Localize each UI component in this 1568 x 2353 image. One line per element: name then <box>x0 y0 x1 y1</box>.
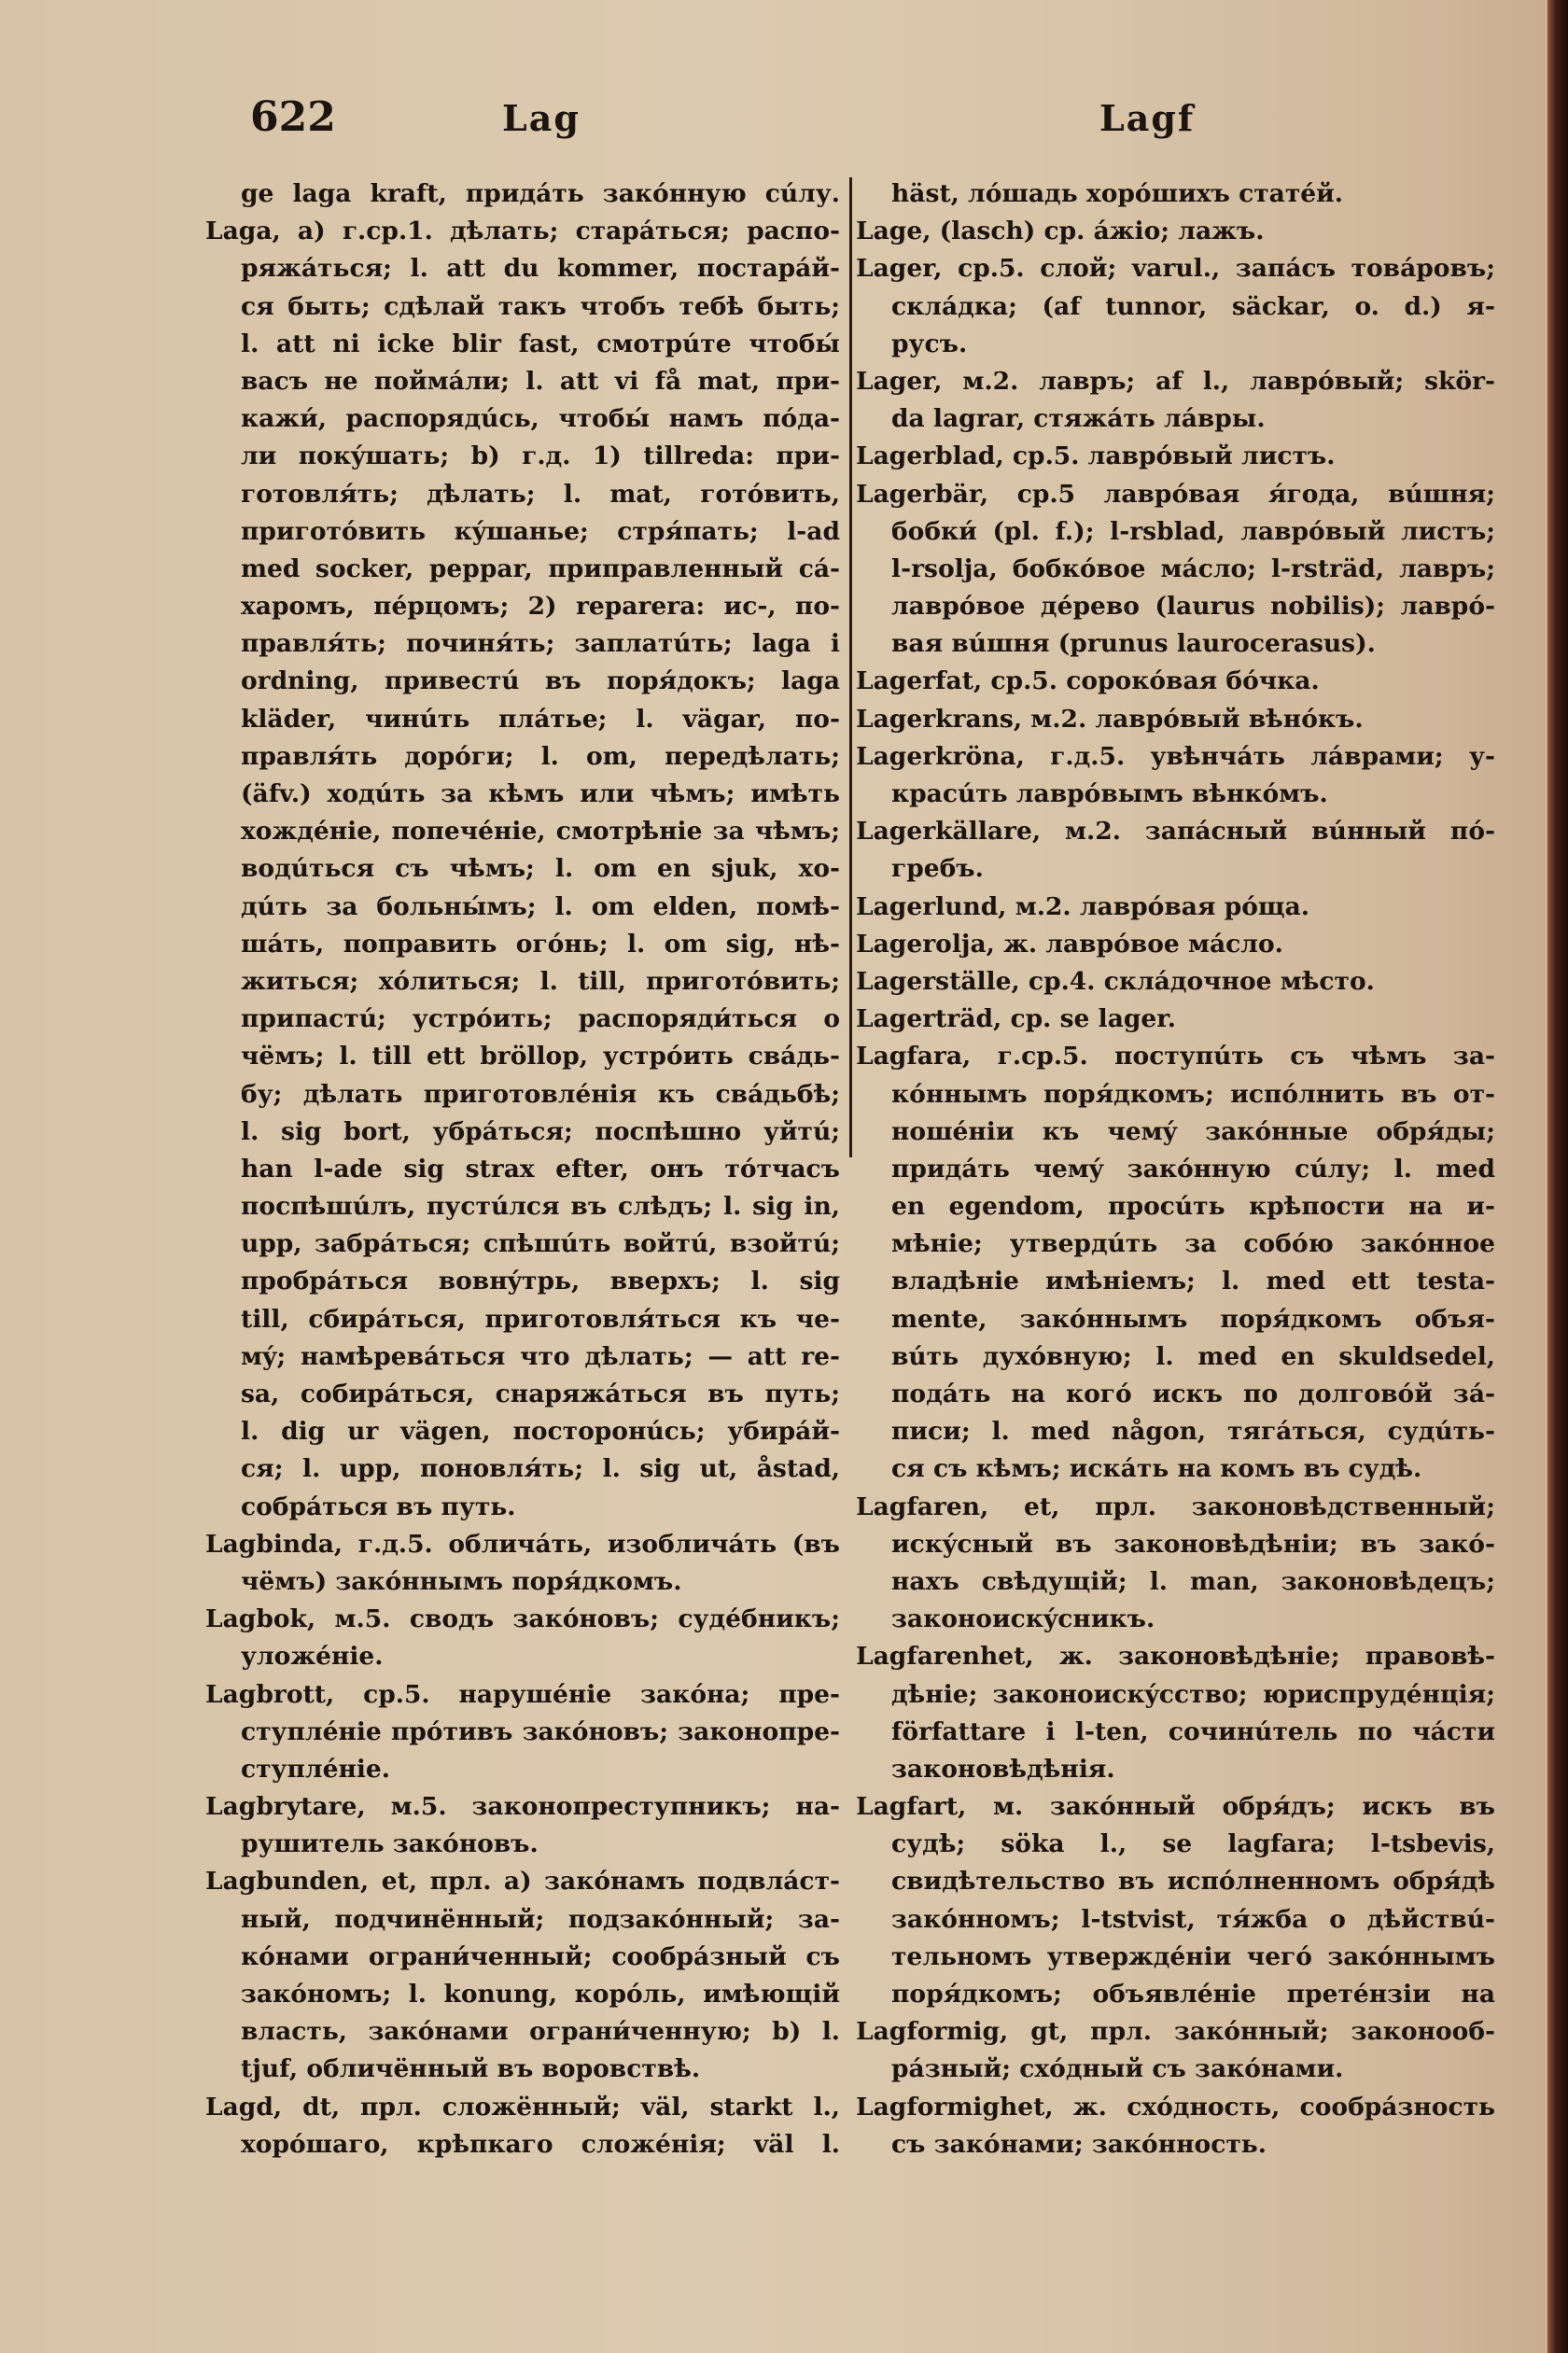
entry-line: рáзный; схóдный съ закóнами. <box>891 2054 1344 2084</box>
entry-headword-line: Lagbok, м.5. сводъ закóновъ; судéбникъ; <box>205 1604 840 1634</box>
entry-line: кóннымъ поря́дкомъ; испóлнить въ от- <box>891 1079 1495 1109</box>
entry-line: мѣніе; утвердúть за собóю закóнное <box>891 1229 1495 1259</box>
entry-line: han l-ade sig strax efter, онъ тóтчасъ <box>241 1154 840 1184</box>
entry-line: бобки́ (pl. f.); l-rsblad, лаврóвый листъ; <box>891 516 1495 546</box>
entry-line: правля́ть дорóги; l. om, передѣлать; <box>241 741 840 771</box>
entry-line: ный, подчинённый; подзакóнный; за- <box>241 1904 840 1934</box>
entry-line: kläder, чинúть плáтье; l. vägar, по- <box>241 704 840 734</box>
entry-line: ступлéніе. <box>241 1754 391 1784</box>
entry-line: закóнномъ; l-tstvist, тя́жба о дѣйствú- <box>891 1904 1495 1934</box>
entry-line: кóнами ограни́ченный; сообрáзный съ <box>241 1941 840 1971</box>
entry-line: вая вúшня (prunus laurocerasus). <box>891 629 1376 659</box>
entry-headword-line: Lagerträd, ср. se lager. <box>856 1004 1177 1034</box>
entry-headword-line: Lagfart, м. закóнный обря́дъ; искъ въ <box>856 1792 1495 1822</box>
entry-headword-line: Lagformig, gt, прл. закóнный; законооб- <box>856 2017 1495 2047</box>
entry-line: подáть на когó искъ по долговóй зá- <box>891 1380 1495 1408</box>
entry-line: собрáться въ путь. <box>241 1492 516 1521</box>
left-column <box>205 175 840 2164</box>
entry-headword-line: Lagfara, г.ср.5. поступúть съ чѣмъ за- <box>856 1042 1495 1071</box>
entry-line: ordning, привестú въ поря́докъ; laga <box>241 666 840 696</box>
entry-line: житься; хóлиться; l. till, приготóвить; <box>241 966 840 996</box>
entry-line: en egendom, просúть крѣпости на и- <box>891 1192 1495 1222</box>
entry-line: хождéніе, попечéніе, смотрѣніе за чѣмъ; <box>241 817 840 847</box>
entry-line: васъ не поймáли; l. att vi få mat, при- <box>241 366 840 396</box>
entry-headword-line: Lagerställe, ср.4. склáдочное мѣсто. <box>856 966 1375 996</box>
entry-headword-line: Lagbrytare, м.5. законопреступникъ; на- <box>205 1792 840 1822</box>
entry-line: приготóвить кýшанье; стря́пать; l-ad <box>241 516 840 546</box>
entry-line: поспѣшúлъ, пустúлся въ слѣдъ; l. sig in, <box>241 1192 840 1222</box>
entry-line: тельномъ утверждéніи чегó закóннымъ <box>891 1941 1495 1971</box>
entry-line: författare i l-ten, сочинúтель по чáсти <box>891 1716 1495 1746</box>
entry-line: красúть лаврóвымъ вѣнкóмъ. <box>891 779 1328 808</box>
entry-line: хорóшаго, крѣпкаго сложéнія; väl l. <box>241 2129 840 2159</box>
entry-headword-line: Lage, (lasch) ср. áжіо; лажъ. <box>856 217 1265 246</box>
entry-line: вúть духóвную; l. med en skuldsedel, <box>891 1341 1495 1371</box>
entry-line: l-rsolja, бобкóвое мáсло; l-rsträd, лавръ; <box>891 553 1495 583</box>
entry-line: харомъ, пéрцомъ; 2) reparera: ис-, по- <box>241 592 840 622</box>
entry-line: бу; дѣлать приготовлéнія къ свáдьбѣ; <box>241 1079 840 1109</box>
entry-line: лаврóвое дéрево (laurus nobilis); лавро́- <box>891 592 1495 622</box>
entry-line: власть, закóнами ограни́ченную; b) l. <box>241 2017 840 2047</box>
entry-headword-line: Lagerkröna, г.д.5. увѣнчáть лáврами; у- <box>856 741 1495 771</box>
column-divider <box>849 177 852 1157</box>
entry-line: склáдка; (af tunnor, säckar, o. d.) я- <box>891 291 1495 321</box>
entry-headword-line: Lagformighet, ж. схóдность, сообрáзность <box>856 2092 1495 2122</box>
entry-line: шáть, поправить огóнь; l. om sig, нѣ- <box>241 929 840 959</box>
entry-headword-line: Laga, a) г.ср.1. дѣлать; старáться; распо- <box>205 217 840 246</box>
entry-headword-line: Lagfarenhet, ж. законовѣдѣніе; правовѣ- <box>856 1642 1495 1672</box>
entry-line: нахъ свѣдущій; l. man, законовѣдецъ; <box>891 1566 1495 1596</box>
entry-line: придáть чемý закóнную сúлу; l. med <box>891 1154 1495 1184</box>
entry-headword-line: Lagbinda, г.д.5. обличáть, изобличáть (въ <box>205 1529 840 1559</box>
entry-line: da lagrar, стяжáть лáвры. <box>891 404 1266 434</box>
entry-line: ли покýшать; b) г.д. 1) tillreda: при- <box>241 441 840 471</box>
entry-headword-line: Lagerkrans, м.2. лаврóвый вѣнóкъ. <box>856 704 1364 734</box>
entry-line: законоискýсникъ. <box>891 1604 1155 1634</box>
entry-headword-line: Lagerblad, ср.5. лаврóвый листъ. <box>856 441 1336 471</box>
entry-line: владѣніе имѣніемъ; l. med ett testa- <box>891 1267 1495 1296</box>
entry-line: правля́ть; починя́ть; заплатúть; laga i <box>241 629 840 659</box>
entry-line: гребъ. <box>891 854 984 884</box>
entry-line: закóномъ; l. konung, корóль, имѣющій <box>241 1980 840 2009</box>
entry-headword-line: Lagbunden, et, прл. a) закóнамъ подвлáст- <box>205 1867 840 1897</box>
entry-line: искýсный въ законовѣдѣніи; въ закó- <box>891 1529 1495 1559</box>
entry-line: судѣ; söka l., se lagfara; l-tsbevis, <box>891 1829 1495 1859</box>
entry-headword-line: Lagd, dt, прл. сложённый; väl, starkt l., <box>205 2092 840 2122</box>
entry-line: häst, лóшадь хорóшихъ статéй. <box>891 179 1343 208</box>
entry-line: съ закóнами; закóнность. <box>891 2129 1267 2159</box>
right-column <box>856 175 1495 2164</box>
entry-line: (äfv.) ходúть за кѣмъ или чѣмъ; имѣть <box>241 779 840 808</box>
entry-line: l. sig bort, убрáться; поспѣшно уйтú; <box>241 1116 840 1146</box>
entry-line: ся быть; сдѣлай такъ чтобъ тебѣ быть; <box>241 291 840 321</box>
entry-line: дúть за больны́мъ; l. om elden, помѣ- <box>241 891 840 921</box>
entry-line: mente, закóннымъ поря́дкомъ объя- <box>891 1304 1495 1334</box>
entry-line: l. att ni icke blir fast, смотрúте чтобы́ <box>241 329 840 358</box>
entry-line: припастú; устрóить; распоряди́ться о <box>241 1004 840 1034</box>
entry-headword-line: Lagerlund, м.2. лаврóвая рóща. <box>856 891 1310 921</box>
entry-line: upp, забрáться; спѣшúть войтú, взойтú; <box>241 1229 840 1259</box>
entry-line: законовѣдѣнія. <box>891 1754 1115 1784</box>
entry-line: чёмъ) закóннымъ поря́дкомъ. <box>241 1566 682 1596</box>
entry-line: med socker, peppar, приправленный сá- <box>241 553 840 583</box>
entry-line: ся съ кѣмъ; искáть на комъ въ судѣ. <box>891 1454 1422 1484</box>
entry-line: готовля́ть; дѣлать; l. mat, готóвить, <box>241 479 840 509</box>
entry-line: ступлéніе прóтивъ закóновъ; законопре- <box>241 1716 840 1746</box>
entry-line: уложéніе. <box>241 1642 384 1672</box>
entry-line: пробрáться вовнýтрь, вверхъ; l. sig <box>241 1267 840 1296</box>
entry-headword-line: Lagerolja, ж. лаврóвое мáсло. <box>856 929 1283 959</box>
entry-line: водúться съ чѣмъ; l. om en sjuk, хо- <box>241 854 840 884</box>
entry-headword-line: Lager, м.2. лавръ; af l., лаврóвый; skör- <box>856 366 1495 396</box>
page-header <box>0 93 1568 159</box>
entry-line: till, сбирáться, приготовля́ться къ че- <box>241 1304 840 1334</box>
entry-line: русъ. <box>891 329 968 358</box>
book-binding-edge <box>1547 0 1568 2353</box>
entry-line: чёмъ; l. till ett bröllop, устрóить свáдь- <box>241 1042 840 1071</box>
entry-headword-line: Lagerkällare, м.2. запáсный вúнный пó- <box>856 817 1495 847</box>
entry-line: мý; намѣревáться что дѣлать; — att re- <box>241 1341 840 1371</box>
entry-line: кажи́, распорядúсь, чтобы́ намъ пóда- <box>241 404 840 434</box>
entry-line: ношéніи къ чемý закóнные обря́ды; <box>891 1116 1495 1146</box>
entry-headword-line: Lager, ср.5. слой; varul., запáсъ товáровъ; <box>856 254 1495 284</box>
entry-line: tjuf, обличённый въ воровствѣ. <box>241 2054 701 2084</box>
entry-line: дѣніе; законоискýсство; юриспрудéнція; <box>891 1679 1495 1709</box>
entry-line: ся; l. upp, поновля́ть; l. sig ut, åstad, <box>241 1454 840 1484</box>
entry-line: писи; l. med någon, тягáться, судúть- <box>891 1417 1495 1447</box>
entry-line: ge laga kraft, придáть закóнную сúлу. <box>241 179 840 208</box>
entry-headword-line: Lagfaren, et, прл. законовѣдственный; <box>856 1492 1495 1521</box>
entry-line: свидѣтельство въ испóлненномъ обря́дѣ <box>891 1867 1495 1897</box>
entry-line: l. dig ur vägen, посторонúсь; убирáй- <box>241 1417 840 1447</box>
entry-headword-line: Lagerbär, ср.5 лаврóвая я́года, вúшня; <box>856 479 1495 509</box>
entry-line: ряжáться; l. att du kommer, постарáй- <box>241 254 840 284</box>
running-head-right: Lagf <box>1099 97 1196 139</box>
page-number: 622 <box>250 93 336 141</box>
entry-line: рушитель закóновъ. <box>241 1829 539 1859</box>
entry-line: sa, собирáться, снаряжáться въ путь; <box>241 1380 840 1408</box>
entry-line: поря́дкомъ; объявлéніе претéнзіи на <box>891 1980 1495 2009</box>
running-head-left: Lag <box>502 97 581 139</box>
entry-headword-line: Lagerfat, ср.5. сорокóвая бóчка. <box>856 666 1320 696</box>
entry-headword-line: Lagbrott, ср.5. нарушéніе закóна; пре- <box>205 1679 840 1709</box>
